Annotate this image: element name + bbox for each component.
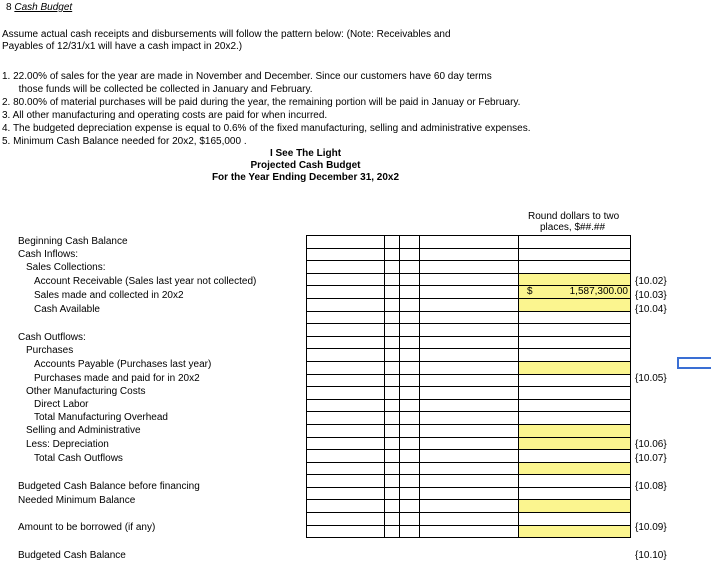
note-3: 3. All other manufacturing and operating costs are paid for when incurred. — [2, 110, 328, 121]
label-cash-outflows: Cash Outflows: — [18, 332, 86, 343]
label-total-mfg-overhead: Total Manufacturing Overhead — [34, 412, 168, 423]
ref-10-02: {10.02} — [635, 276, 667, 287]
ref-10-08: {10.08} — [635, 481, 667, 492]
grid-row — [307, 249, 631, 262]
total-outflows-cell[interactable] — [519, 438, 630, 450]
budgeted-cash-cell[interactable] — [519, 526, 630, 538]
label-less-depreciation: Less: Depreciation — [26, 439, 109, 450]
currency-sign: $ — [527, 286, 533, 298]
ref-10-09: {10.09} — [635, 522, 667, 533]
grid-col-line — [399, 236, 400, 538]
ref-10-04: {10.04} — [635, 304, 667, 315]
grid-row — [307, 337, 631, 350]
company-name: I See The Light — [269, 148, 342, 159]
grid-row — [307, 412, 631, 425]
sales-made-amount: 1,587,300.00 — [569, 286, 628, 298]
grid-row — [307, 312, 631, 325]
report-name: Projected Cash Budget — [250, 160, 361, 171]
label-purchases: Purchases — [26, 345, 74, 356]
grid-col-line — [384, 236, 385, 538]
label-purchases-made: Purchases made and paid for in 20x2 — [34, 373, 200, 384]
grid-row-total-outflows — [307, 438, 631, 451]
label-accounts-payable: Accounts Payable (Purchases last year) — [34, 359, 212, 370]
note-1: 1. 22.00% of sales for the year are made in November and December. Since our customers have 60 day terms — [2, 71, 492, 82]
label-total-cash-outflows: Total Cash Outflows — [34, 453, 123, 464]
label-sales-collections: Sales Collections: — [26, 262, 106, 273]
label-selling-admin: Selling and Administrative — [26, 425, 141, 436]
grid-row — [307, 387, 631, 400]
budgeted-before-cell[interactable] — [519, 463, 630, 475]
grid-row — [307, 475, 631, 488]
borrowed-cell[interactable] — [519, 500, 630, 512]
grid-row-budgeted-cash — [307, 526, 631, 539]
grid-col-line — [630, 236, 631, 538]
answer-input-box[interactable] — [677, 357, 711, 369]
problem-number: 8 — [6, 2, 12, 13]
label-budgeted-cash: Budgeted Cash Balance — [18, 550, 126, 561]
grid-row-sales-made — [307, 286, 631, 299]
label-needed-minimum: Needed Minimum Balance — [18, 495, 136, 506]
ref-10-06: {10.06} — [635, 439, 667, 450]
label-cash-inflows: Cash Inflows: — [18, 249, 79, 260]
grid-row — [307, 375, 631, 388]
grid-row-purchases-made — [307, 362, 631, 375]
intro-line-2: Payables of 12/31/x1 will have a cash impact in 20x2.) — [2, 41, 243, 52]
rounding-note-2: places, $##.## — [540, 222, 606, 233]
grid-row — [307, 349, 631, 362]
grid-row — [307, 513, 631, 526]
grid-row-budgeted-before — [307, 463, 631, 476]
ref-10-03: {10.03} — [635, 290, 667, 301]
ref-10-05: {10.05} — [635, 373, 667, 384]
note-5: 5. Minimum Cash Balance needed for 20x2, $165,000 . — [2, 136, 247, 147]
purchases-made-cell[interactable] — [519, 362, 630, 374]
label-account-receivable: Account Receivable (Sales last year not collected) — [34, 276, 257, 287]
label-other-mfg: Other Manufacturing Costs — [26, 386, 146, 397]
grid-row — [307, 450, 631, 463]
label-beginning-cash: Beginning Cash Balance — [18, 236, 128, 247]
cash-available-cell[interactable] — [519, 299, 630, 311]
grid-row-receivable — [307, 274, 631, 287]
grid-col-line — [419, 236, 420, 538]
grid-row — [307, 261, 631, 274]
budget-grid — [306, 235, 631, 538]
grid-col-line — [518, 236, 519, 538]
grid-row-cash-available — [307, 299, 631, 312]
sales-made-cell[interactable] — [519, 286, 630, 298]
ref-10-10: {10.10} — [635, 550, 667, 561]
grid-row — [307, 400, 631, 413]
label-direct-labor: Direct Labor — [34, 399, 89, 410]
label-amount-borrowed: Amount to be borrowed (if any) — [18, 522, 156, 533]
note-4: 4. The budgeted depreciation expense is equal to 0.6% of the fixed manufacturing, selling and administrative expenses. — [2, 123, 531, 134]
note-2: 2. 80.00% of material purchases will be paid during the year, the remaining portion will be paid in Januay or February. — [2, 97, 521, 108]
grid-row-borrowed — [307, 500, 631, 513]
rounding-note-1: Round dollars to two — [528, 211, 620, 222]
label-budgeted-before: Budgeted Cash Balance before financing — [18, 481, 200, 492]
grid-row-depreciation — [307, 425, 631, 438]
grid-row — [307, 324, 631, 337]
label-cash-available: Cash Available — [34, 304, 100, 315]
grid-row — [307, 236, 631, 249]
label-sales-made: Sales made and collected in 20x2 — [34, 290, 184, 301]
problem-title — [6, 2, 72, 14]
problem-heading: Cash Budget — [14, 2, 73, 13]
intro-line-1: Assume actual cash receipts and disbursements will follow the pattern below: (Note: Receivables and — [2, 29, 451, 40]
note-1-cont: those funds will be collected be collected in January and February. — [2, 84, 313, 95]
depreciation-cell[interactable] — [519, 425, 630, 437]
report-period: For the Year Ending December 31, 20x2 — [211, 172, 400, 183]
receivable-input-cell[interactable] — [519, 274, 630, 286]
ref-10-07: {10.07} — [635, 453, 667, 464]
grid-row — [307, 488, 631, 501]
